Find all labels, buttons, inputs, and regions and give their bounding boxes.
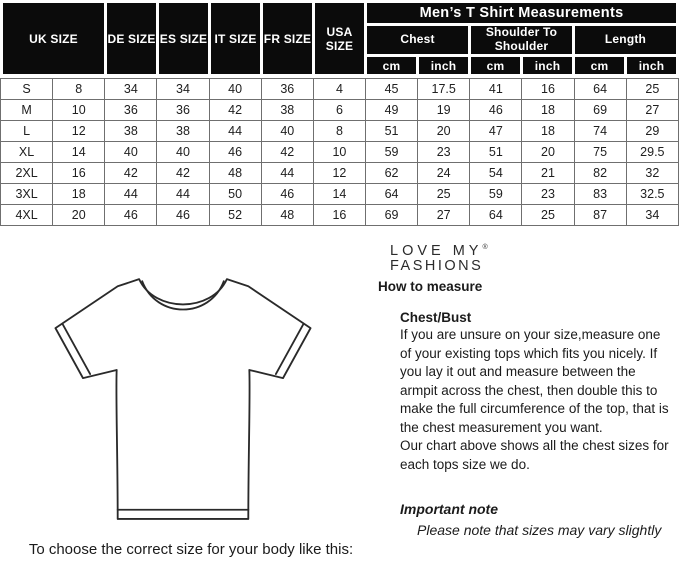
table-cell: 42 — [105, 163, 157, 184]
table-cell: 47 — [470, 121, 522, 142]
col-header-es-size: ES SIZE — [159, 3, 208, 74]
table-cell: 27 — [418, 205, 470, 226]
table-cell: 4 — [313, 79, 365, 100]
unit-header-shoulder-inch: inch — [523, 57, 572, 74]
chest-bust-subheading: Chest/Bust — [400, 310, 472, 325]
table-cell: 25 — [626, 79, 678, 100]
size-chart-body — [0, 78, 679, 226]
col-header-fr-size: FR SIZE — [263, 3, 312, 74]
brand-logo-line1 — [390, 244, 488, 259]
table-cell: 24 — [418, 163, 470, 184]
table-row — [1, 142, 679, 163]
table-cell: 16 — [522, 79, 574, 100]
table-title: Men’s T Shirt Measurements — [367, 3, 676, 23]
unit-header-length-inch: inch — [627, 57, 676, 74]
table-cell: 59 — [470, 184, 522, 205]
col-group-chest: Chest — [367, 26, 468, 54]
table-cell: 19 — [418, 100, 470, 121]
col-group-length: Length — [575, 26, 676, 54]
registered-trademark-icon: ® — [482, 244, 488, 251]
table-cell: 74 — [574, 121, 626, 142]
table-cell: 42 — [261, 142, 313, 163]
table-cell: 32 — [626, 163, 678, 184]
col-group-shoulder: Shoulder To Shoulder — [471, 26, 572, 54]
table-cell: 46 — [157, 205, 209, 226]
table-cell: 18 — [53, 184, 105, 205]
table-cell: 14 — [53, 142, 105, 163]
table-row — [1, 100, 679, 121]
table-cell: 69 — [574, 100, 626, 121]
table-cell: 64 — [574, 79, 626, 100]
table-cell: 54 — [470, 163, 522, 184]
table-row — [1, 163, 679, 184]
table-cell: 40 — [157, 142, 209, 163]
table-cell: 40 — [209, 79, 261, 100]
table-cell: 8 — [313, 121, 365, 142]
table-cell: 29.5 — [626, 142, 678, 163]
table-cell: 69 — [365, 205, 417, 226]
table-cell: 25 — [522, 205, 574, 226]
table-cell: 64 — [470, 205, 522, 226]
table-cell: 38 — [105, 121, 157, 142]
table-cell: 38 — [261, 100, 313, 121]
table-cell: 48 — [209, 163, 261, 184]
table-cell: 23 — [418, 142, 470, 163]
measure-paragraph-2: Our chart above shows all the chest sizes for each tops size we do. — [400, 438, 669, 472]
table-cell: 36 — [105, 100, 157, 121]
table-cell: 64 — [365, 184, 417, 205]
table-cell: 51 — [470, 142, 522, 163]
col-header-usa-size: USA SIZE — [315, 3, 364, 74]
col-header-uk-size: UK SIZE — [3, 3, 104, 74]
brand-logo — [390, 244, 488, 274]
size-chart-header — [0, 0, 679, 77]
unit-header-chest-inch: inch — [419, 57, 468, 74]
table-cell: 82 — [574, 163, 626, 184]
unit-header-length-cm: cm — [575, 57, 624, 74]
unit-header-shoulder-cm: cm — [471, 57, 520, 74]
table-cell: 8 — [53, 79, 105, 100]
table-cell: 20 — [53, 205, 105, 226]
table-cell: 16 — [313, 205, 365, 226]
table-cell: 3XL — [1, 184, 53, 205]
table-row — [1, 121, 679, 142]
table-cell: 34 — [157, 79, 209, 100]
table-cell: 41 — [470, 79, 522, 100]
table-cell: 48 — [261, 205, 313, 226]
table-cell: 45 — [365, 79, 417, 100]
table-cell: 49 — [365, 100, 417, 121]
table-cell: 40 — [105, 142, 157, 163]
table-cell: 18 — [522, 121, 574, 142]
table-cell: 62 — [365, 163, 417, 184]
table-cell: 42 — [209, 100, 261, 121]
table-cell: L — [1, 121, 53, 142]
table-cell: 18 — [522, 100, 574, 121]
size-chart-table — [0, 0, 679, 226]
table-cell: 38 — [157, 121, 209, 142]
table-cell: 25 — [418, 184, 470, 205]
table-cell: 44 — [105, 184, 157, 205]
table-cell: 20 — [522, 142, 574, 163]
table-cell: 34 — [626, 205, 678, 226]
table-cell: 32.5 — [626, 184, 678, 205]
unit-header-chest-cm: cm — [367, 57, 416, 74]
table-cell: 34 — [105, 79, 157, 100]
important-note-heading: Important note — [400, 501, 498, 517]
table-cell: 36 — [157, 100, 209, 121]
table-cell: 51 — [365, 121, 417, 142]
table-cell: 46 — [105, 205, 157, 226]
table-cell: 6 — [313, 100, 365, 121]
footer-caption: To choose the correct size for your body like this: — [28, 541, 354, 558]
table-cell: 10 — [313, 142, 365, 163]
table-row — [1, 205, 679, 226]
table-cell: 12 — [313, 163, 365, 184]
table-cell: 16 — [53, 163, 105, 184]
table-cell: 10 — [53, 100, 105, 121]
table-cell: 20 — [418, 121, 470, 142]
table-cell: 21 — [522, 163, 574, 184]
table-cell: 75 — [574, 142, 626, 163]
how-to-measure-heading: How to measure — [378, 279, 483, 294]
table-cell: 44 — [261, 163, 313, 184]
table-cell: 42 — [157, 163, 209, 184]
brand-logo-line2: FASHIONS — [390, 258, 484, 275]
table-cell: 46 — [470, 100, 522, 121]
col-header-it-size: IT SIZE — [211, 3, 260, 74]
table-cell: 59 — [365, 142, 417, 163]
t-shirt-outline-icon — [52, 272, 314, 522]
table-cell: 44 — [157, 184, 209, 205]
table-cell: 87 — [574, 205, 626, 226]
table-cell: 2XL — [1, 163, 53, 184]
table-cell: 83 — [574, 184, 626, 205]
table-cell: 52 — [209, 205, 261, 226]
table-row — [1, 184, 679, 205]
table-cell: 46 — [261, 184, 313, 205]
table-cell: XL — [1, 142, 53, 163]
brand-name: LOVE MY — [390, 243, 483, 259]
table-row — [1, 79, 679, 100]
table-cell: M — [1, 100, 53, 121]
table-cell: 27 — [626, 100, 678, 121]
table-cell: 17.5 — [418, 79, 470, 100]
table-cell: 50 — [209, 184, 261, 205]
table-cell: 14 — [313, 184, 365, 205]
table-cell: S — [1, 79, 53, 100]
table-cell: 40 — [261, 121, 313, 142]
table-cell: 4XL — [1, 205, 53, 226]
col-header-de-size: DE SIZE — [107, 3, 156, 74]
table-cell: 46 — [209, 142, 261, 163]
table-cell: 29 — [626, 121, 678, 142]
measure-instructions — [400, 310, 672, 474]
table-cell: 44 — [209, 121, 261, 142]
measure-paragraph-1: If you are unsure on your size,measure one of your existing tops which fits you nicely. If you lay it out and measure between the armpit across the chest, then double this to make the full circumference of the top, that is the chest measurement you want. — [400, 327, 669, 435]
important-note-text: Please note that sizes may vary slightly — [417, 522, 662, 538]
table-cell: 36 — [261, 79, 313, 100]
table-cell: 23 — [522, 184, 574, 205]
table-cell: 12 — [53, 121, 105, 142]
